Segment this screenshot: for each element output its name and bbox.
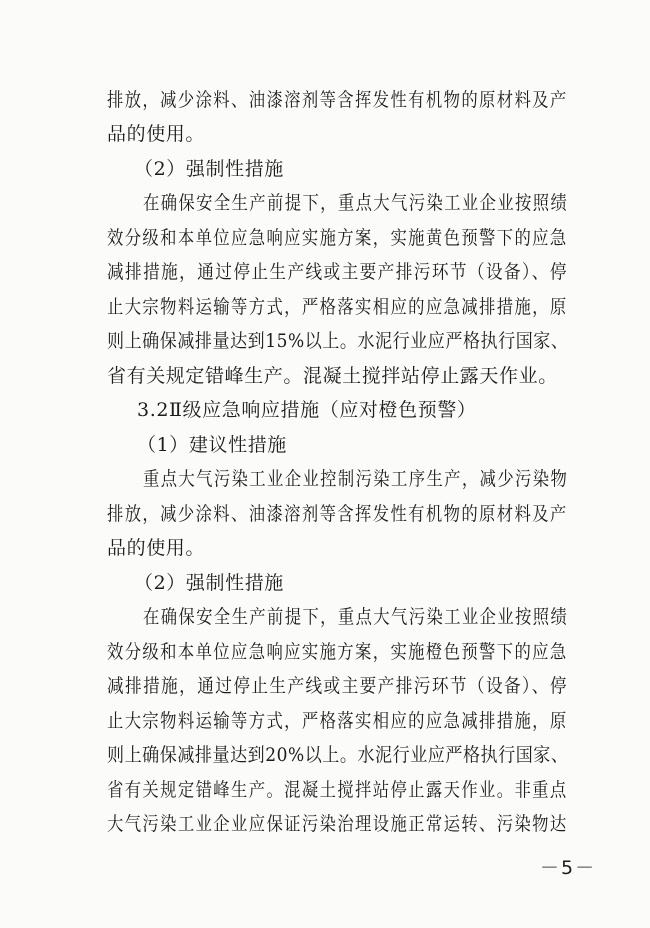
subheading: （2）强制性措施 [134, 572, 284, 594]
paragraph-line: 排放，减少涂料、油漆溶剂等含挥发性有机物的原材料及产 [107, 503, 568, 525]
paragraph-line: 在确保安全生产前提下，重点大气污染工业企业按照绩 [143, 606, 569, 628]
paragraph-line: 大气污染工业企业应保证污染治理设施正常运转、污染物达 [107, 813, 568, 835]
paragraph-line: 排放，减少涂料、油漆溶剂等含挥发性有机物的原材料及产 [107, 89, 568, 111]
paragraph-line: 减排措施，通过停止生产线或主要产排污环节（设备）、停 [107, 261, 568, 283]
paragraph-line: 品的使用。 [107, 537, 206, 559]
subheading: （1）建议性措施 [137, 434, 287, 456]
paragraph-line: 则上确保减排量达到20%以上。水泥行业应严格执行国家、 [107, 744, 569, 766]
page-number: －5－ [540, 857, 597, 879]
paragraph-line: 省有关规定错峰生产。混凝土搅拌站停止露天作业。 [107, 365, 558, 387]
subheading: （2）强制性措施 [134, 158, 284, 180]
paragraph-line: 止大宗物料运输等方式，严格落实相应的应急减排措施，原 [107, 296, 568, 318]
paragraph-line: 省有关规定错峰生产。混凝土搅拌站停止露天作业。非重点 [107, 779, 568, 801]
paragraph-line: 品的使用。 [107, 123, 206, 145]
section-heading: 3.2Ⅱ级应急响应措施（应对橙色预警） [137, 399, 477, 421]
paragraph-line: 效分级和本单位应急响应实施方案，实施黄色预警下的应急 [107, 227, 568, 249]
paragraph-line: 止大宗物料运输等方式，严格落实相应的应急减排措施，原 [107, 710, 568, 732]
paragraph-line: 重点大气污染工业企业控制污染工序生产，减少污染物 [143, 468, 569, 490]
paragraph-line: 效分级和本单位应急响应实施方案，实施橙色预警下的应急 [107, 641, 568, 663]
paragraph-line: 则上确保减排量达到15%以上。水泥行业应严格执行国家、 [107, 330, 569, 352]
paragraph-line: 在确保安全生产前提下，重点大气污染工业企业按照绩 [143, 192, 569, 214]
paragraph-line: 减排措施，通过停止生产线或主要产排污环节（设备）、停 [107, 675, 568, 697]
